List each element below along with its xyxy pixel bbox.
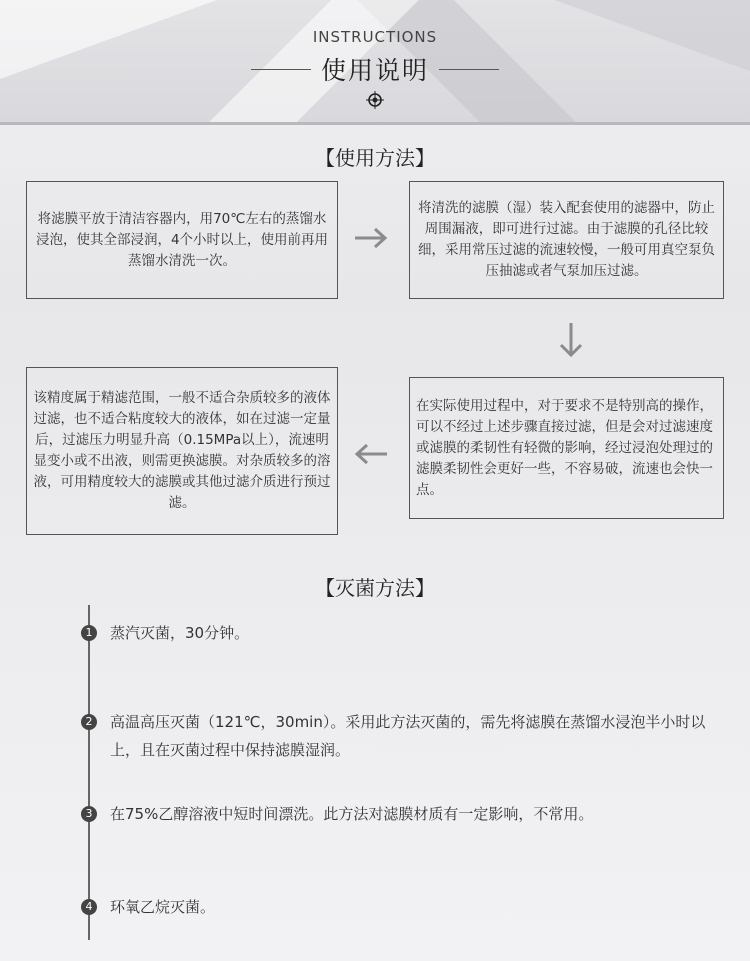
step-badge-1: 1 — [81, 625, 97, 641]
usage-step-1-box — [26, 181, 338, 299]
usage-step-2-text: 将清洗的滤膜（湿）装入配套使用的滤器中，防止周围漏液，即可进行过滤。由于滤膜的孔径比较细，采用常压过滤的流速较慢，一般可用真空泵负压抽滤或者气泵加压过滤。 — [418, 200, 715, 279]
usage-step-4-text: 该精度属于精滤范围，一般不适合杂质较多的液体过滤，也不适合粘度较大的液体，如在过滤一定量后，过滤压力明显升高（0.15MPa以上），流速明显变小或不出液，则需更换滤膜。对杂质较多的溶液，可用精度较大的滤膜或其他过滤介质进行预过滤。 — [33, 390, 331, 511]
step-badge-4: 4 — [81, 899, 97, 915]
crosshair-icon — [366, 91, 384, 109]
usage-section-title: 【使用方法】 — [315, 146, 435, 170]
timeline-line — [88, 605, 90, 940]
sterilize-section-title: 【灭菌方法】 — [315, 576, 435, 600]
sterilize-item-1: 蒸汽灭菌，30分钟。 — [110, 624, 250, 642]
arrow-down-icon — [558, 321, 584, 359]
arrow-left-icon — [353, 443, 389, 465]
usage-step-2-box — [409, 181, 724, 299]
usage-step-1-text: 将滤膜平放于清洁容器内，用70℃左右的蒸馏水浸泡，使其全部浸润，4个小时以上，使用前再用蒸馏水清洗一次。 — [35, 210, 329, 269]
sterilize-item-3: 在75%乙醇溶液中短时间漂洗。此方法对滤膜材质有一定影响，不常用。 — [110, 805, 594, 823]
arrow-right-icon — [353, 227, 389, 249]
title-row — [0, 52, 750, 86]
english-title: INSTRUCTIONS — [312, 28, 438, 46]
usage-step-3-text: 在实际使用过程中，对于要求不是特别高的操作，可以不经过上述步骤直接过滤，但是会对过滤速度或滤膜的柔韧性有轻微的影响，经过浸泡处理过的滤膜柔韧性会更好一些，不容易破，流速也会快一点。 — [416, 397, 713, 498]
usage-step-4-box — [26, 367, 338, 535]
usage-step-3-box — [409, 377, 724, 519]
step-badge-3: 3 — [81, 806, 97, 822]
step-badge-2: 2 — [81, 714, 97, 730]
page-title: 使用说明 — [320, 56, 429, 85]
title-line-left — [251, 69, 311, 70]
sterilize-item-2: 高温高压灭菌（121℃，30min）。采用此方法灭菌的，需先将滤膜在蒸馏水浸泡半小时以上，且在灭菌过程中保持滤膜湿润。 — [110, 713, 706, 759]
title-line-right — [439, 69, 499, 70]
header-banner — [0, 0, 750, 125]
sterilize-item-4: 环氧乙烷灭菌。 — [110, 898, 216, 916]
